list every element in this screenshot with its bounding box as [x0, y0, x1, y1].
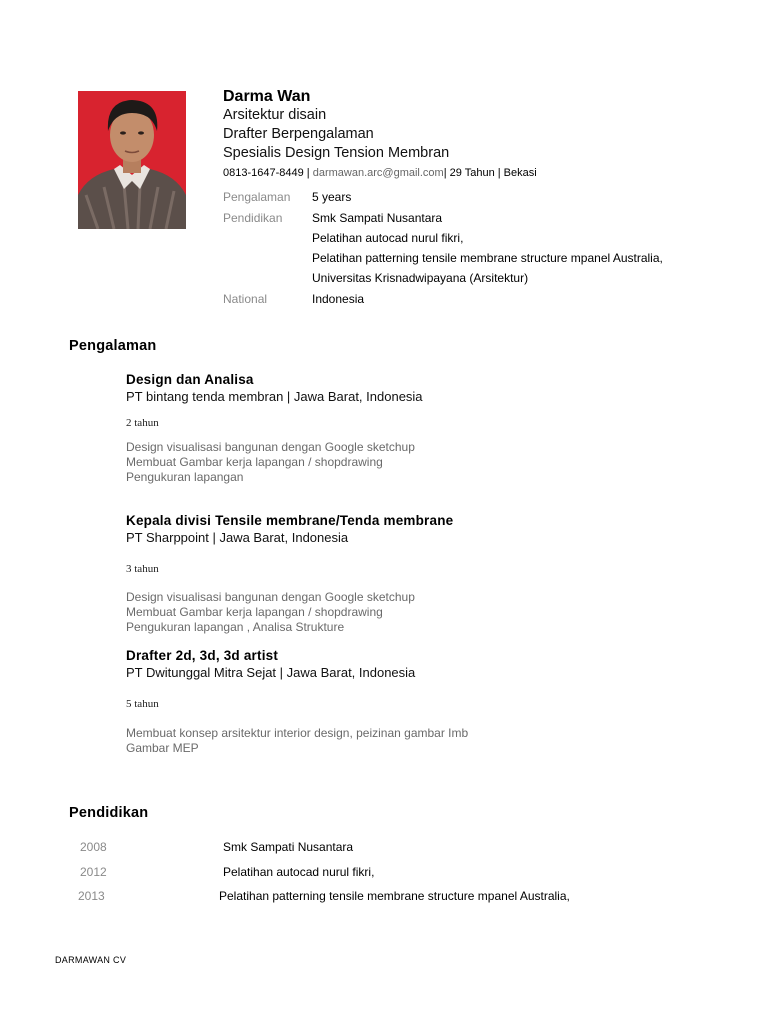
job-duration: 2 tahun: [126, 417, 159, 429]
job-desc-line: Pengukuran lapangan: [126, 470, 244, 484]
job-desc-line: Membuat konsep arsitektur interior design, peizinan gambar Imb: [126, 726, 469, 740]
job-desc-line: Gambar MEP: [126, 741, 199, 755]
job-desc-line: Membuat Gambar kerja lapangan / shopdrawing: [126, 455, 383, 469]
role-line-3: Spesialis Design Tension Membran: [223, 145, 450, 161]
education-year: 2013: [78, 889, 105, 903]
job-title: Design dan Analisa: [126, 372, 254, 387]
education-year: 2012: [80, 865, 107, 879]
education-line-2: Pelatihan autocad nurul fikri,: [312, 231, 464, 245]
job-duration: 3 tahun: [126, 563, 159, 575]
education-line-1: Smk Sampati Nusantara: [312, 211, 443, 225]
national-value: Indonesia: [312, 292, 365, 306]
education-year: 2008: [80, 840, 107, 854]
job-company: PT bintang tenda membran | Jawa Barat, Indonesia: [126, 389, 423, 404]
job-desc-line: Design visualisasi bangunan dengan Google sketchup: [126, 590, 415, 604]
education-line-4: Universitas Krisnadwipayana (Arsitektur): [312, 271, 529, 285]
role-line-1: Arsitektur disain: [223, 107, 327, 123]
education-label: Pendidikan: [223, 211, 283, 225]
education-line-3: Pelatihan patterning tensile membrane structure mpanel Australia,: [312, 251, 663, 265]
footer-label: DARMAWAN CV: [55, 955, 127, 965]
role-line-2: Drafter Berpengalaman: [223, 126, 374, 142]
profile-photo: [78, 91, 186, 229]
experience-label: Pengalaman: [223, 190, 291, 204]
job-desc-line: Membuat Gambar kerja lapangan / shopdrawing: [126, 605, 383, 619]
profile-photo-icon: [78, 91, 186, 229]
job-title: Kepala divisi Tensile membrane/Tenda membrane: [126, 513, 454, 528]
national-label: National: [223, 292, 268, 306]
education-section-title: Pendidikan: [69, 805, 149, 821]
contact-line: [223, 167, 537, 179]
education-school: Pelatihan patterning tensile membrane structure mpanel Australia,: [219, 889, 570, 903]
job-description: [126, 726, 468, 756]
job-title: Drafter 2d, 3d, 3d artist: [126, 648, 279, 663]
email-link[interactable]: darmawan.arc@gmail.com: [312, 167, 444, 179]
job-description: [126, 590, 415, 635]
job-company: PT Dwitunggal Mitra Sejat | Jawa Barat, Indonesia: [126, 665, 416, 680]
job-description: [126, 440, 415, 485]
education-school: Smk Sampati Nusantara: [223, 840, 354, 854]
job-company: PT Sharppoint | Jawa Barat, Indonesia: [126, 530, 349, 545]
person-name: Darma Wan: [223, 88, 311, 105]
job-desc-line: Pengukuran lapangan , Analisa Strukture: [126, 620, 345, 634]
job-duration: 5 tahun: [126, 698, 159, 710]
experience-section-title: Pengalaman: [69, 338, 157, 354]
job-desc-line: Design visualisasi bangunan dengan Google sketchup: [126, 440, 415, 454]
contact-tail: | 29 Tahun | Bekasi: [443, 167, 537, 179]
education-school: Pelatihan autocad nurul fikri,: [223, 865, 375, 879]
experience-value: 5 years: [312, 190, 352, 204]
phone-number: 0813-1647-8449 |: [223, 167, 313, 179]
